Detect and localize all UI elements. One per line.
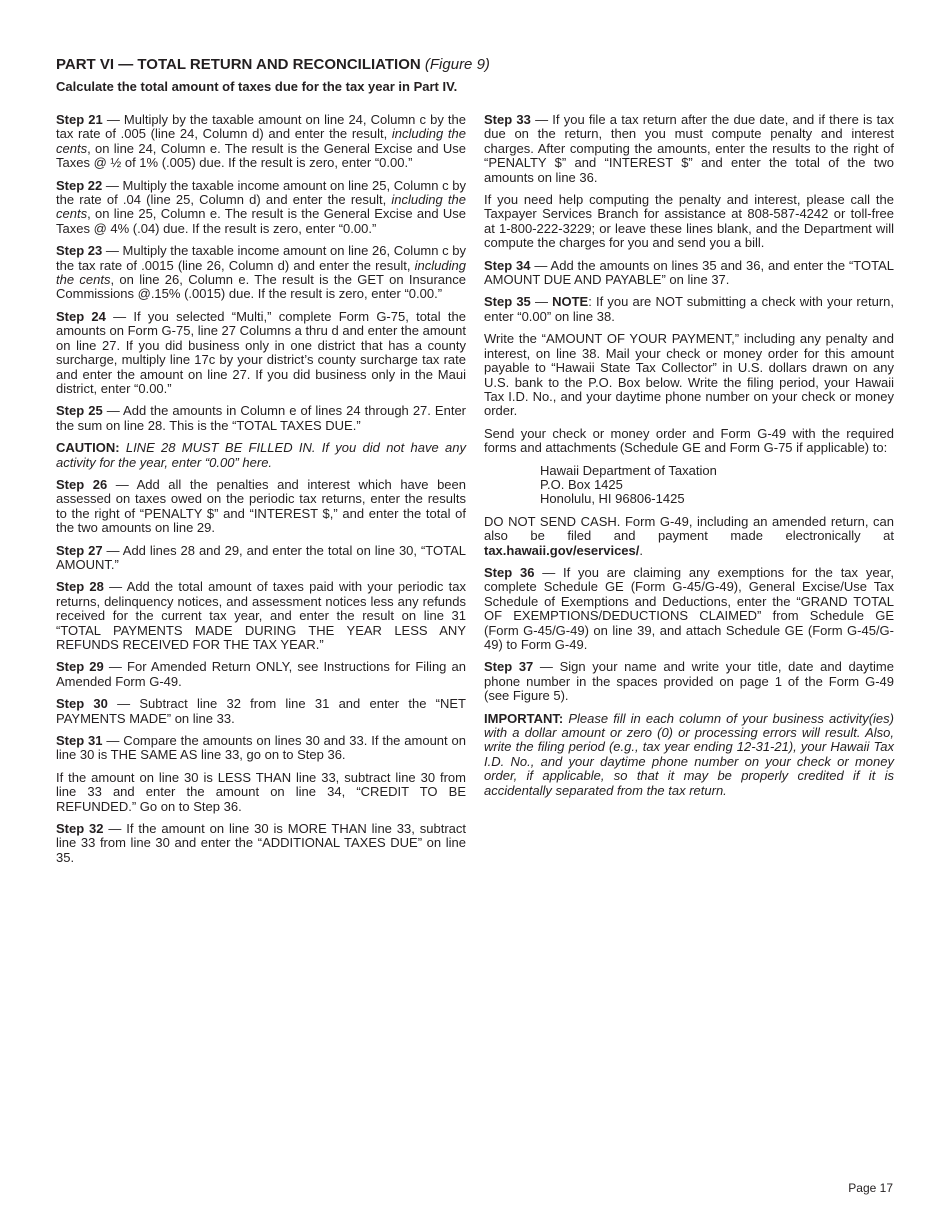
eservices-link[interactable]: tax.hawaii.gov/eservices/ [484, 542, 640, 558]
step-text: , on line 24, Column e. The result is the General Excise and Use Taxes @ ½ of 1% (.005) due. If the result is zero, enter “0.00.” [56, 140, 466, 171]
step-text: : If you are NOT submitting a check with your return, enter “0.00” on line 38. [484, 294, 894, 324]
address-line: Hawaii Department of Taxation [540, 462, 717, 478]
step-31 [56, 734, 466, 763]
step-text: — Multiply by the taxable amount on line 24, Column c by the tax rate of .005 (line 24, Column d) and enter the result, [56, 112, 466, 142]
address-line: P.O. Box 1425 [540, 476, 623, 492]
step-text: — Sign your name and write your title, date and daytime phone number in the spaces provided on page 1 of the Form G-49 (see Figure 5). [484, 659, 894, 704]
section-title-text: PART VI — TOTAL RETURN AND RECONCILIATION [56, 56, 421, 73]
section-subtitle: Calculate the total amount of taxes due for the tax year in Part IV. [56, 79, 458, 94]
step-text: — Subtract line 32 from line 31 and enter the “NET PAYMENTS MADE” on line 33. [56, 696, 466, 726]
step-34 [484, 259, 894, 288]
step-text: — Compare the amounts on lines 30 and 33. If the amount on line 30 is THE SAME AS line 33, go on to Step 36. [56, 733, 467, 763]
step-36 [484, 566, 894, 652]
step-text: , on line 26, Column e. The result is the GET on Insurance Commissions @.15% (.0015) due. If the result is zero, enter “0.00.” [56, 272, 466, 302]
step-32 [56, 822, 466, 865]
send-paragraph: Send your check or money order and Form G-49 with the required forms and attachments (Schedule GE and Form G-75 if applicable) to: [484, 425, 894, 456]
page-number: Page 17 [848, 1181, 893, 1195]
left-column [56, 113, 466, 873]
important-text: Please fill in each column of your business activity(ies) with a dollar amount or zero (0) or processing errors will result. Also, write the filing period (e.g., tax year ending 12-31-21), your Hawaii Tax I.D. No., and your daytime phone number on your check or money order, if applicable, so that it may be properly credited if it is accidentally separated from the tax return. [484, 710, 894, 798]
punctuation: . [639, 542, 643, 558]
step-28 [56, 580, 466, 652]
no-cash-paragraph [484, 515, 894, 558]
step-label: Step 33 [484, 112, 531, 127]
step-label: Step 34 [484, 257, 531, 273]
payment-paragraph: Write the “AMOUNT OF YOUR PAYMENT,” including any penalty and interest, on line 38. Mail your check or money order for this amount payable to “Hawaii State Tax Collector” in U.S. dollars drawn on any U.S. bank to the P.O. Box below. Write the filing period, your Hawaii Tax I.D. No., and your daytime phone number on your check or money order. [484, 331, 894, 419]
emphasis-text: including the cents [56, 257, 466, 288]
step-27 [56, 544, 466, 573]
step-text: — Multiply the taxable income amount on line 26, Column c by the tax rate of .0015 (line 26, Column d) and enter the result, [56, 243, 466, 273]
step-25 [56, 404, 466, 433]
step-text: — If you file a tax return after the due date, and if there is tax due on the return, then you must compute penalty and interest charges. After computing the amounts, enter the results to the right of “PENALTY $” and “INTEREST $” and enter the total of the two amounts on line 36. [484, 112, 894, 185]
caution-text: LINE 28 MUST BE FILLED IN. If you did not have any activity for the year, enter “0.00” here. [56, 440, 466, 470]
step-22 [56, 179, 466, 237]
step-text: — If you selected “Multi,” complete Form G-75, total the amounts on Form G-75, line 27 Columns a thru d and enter the amount on line 27. If you did business only in one district that has a county surcharge, multiply line 17c by your district’s county surcharge tax rate and enter the amount on line 27. If you did business only in the Maui district, enter “0.00.” [56, 308, 466, 396]
emphasis-text: including the cents [56, 126, 466, 156]
page-content [56, 56, 894, 873]
step-label: Step 28 [56, 579, 104, 595]
caution-label: CAUTION: [56, 440, 120, 456]
step-24 [56, 310, 466, 396]
step-label: Step 22 [56, 177, 103, 193]
step-37 [484, 660, 894, 703]
important-note [484, 712, 894, 798]
step-26 [56, 478, 466, 536]
important-label: IMPORTANT: [484, 710, 564, 726]
step-29 [56, 660, 466, 689]
step-33 [484, 113, 894, 185]
figure-reference: (Figure 9) [424, 56, 490, 73]
caution-note [56, 441, 466, 470]
step-text: — If you are claiming any exemptions for the tax year, complete Schedule GE (Form G-45/G-49), General Excise/Use Tax Schedule of Exemptions and Deductions, enter the “GRAND TOTAL OF EXEMPTIONS/DEDUCTIONS CLAIMED” from Schedule GE (Form G-45/G-49) on line 39, and attach Schedule GE (Form G-45/G-49) to Form G-49. [484, 564, 895, 652]
step-text: — If the amount on line 30 is MORE THAN line 33, subtract line 33 from line 30 and enter the “ADDITIONAL TAXES DUE” on line 35. [56, 821, 467, 865]
step-text: — For Amended Return ONLY, see Instructions for Filing an Amended Form G-49. [56, 659, 466, 689]
step-21 [56, 113, 466, 171]
step-30 [56, 697, 466, 726]
step-35 [484, 295, 894, 324]
step-text: — Add the amounts on lines 35 and 36, and enter the “TOTAL AMOUNT DUE AND PAYABLE” on line 37. [484, 257, 895, 288]
step-label: Step 21 [56, 112, 103, 127]
step-23 [56, 244, 466, 302]
step-text: — Multiply the taxable income amount on line 25, Column c by the rate of .04 (line 25, Column d) and enter the result, [56, 177, 466, 208]
step-text: — [530, 294, 553, 310]
step-text: — Add lines 28 and 29, and enter the total on line 30, “TOTAL AMOUNT.” [56, 542, 466, 572]
step-label: Step 26 [56, 476, 108, 492]
emphasis-text: including the cents [56, 192, 466, 222]
step-label: Step 24 [56, 308, 106, 324]
step-label: Step 30 [56, 696, 108, 712]
mailing-address [540, 464, 894, 507]
step-text: , on line 25, Column e. The result is the General Excise and Use Taxes @ 4% (.04) due. If the result is zero, enter “0.00.” [56, 206, 466, 236]
step-label: Step 32 [56, 821, 104, 837]
step-text: — Add the total amount of taxes paid with your periodic tax returns, delinquency notices, and assessment notices less any refunds received for the current tax year, and enter the result on line 31 “TOTAL PAYMENTS MADE DURING THE YEAR LESS ANY REFUNDS RECEIVED FOR THE TAX YEAR.” [56, 579, 466, 652]
right-column [484, 113, 894, 873]
no-cash-text: DO NOT SEND CASH. Form G-49, including an amended return, can also be filed and payment made electronically at [484, 513, 894, 544]
step-text: — Add all the penalties and interest which have been assessed on taxes owed on the periodic tax returns, enter the results to the right of “PENALTY $” and “INTEREST $,” and enter the total of the two amounts on line 29. [56, 476, 466, 536]
step-label: Step 35 [484, 294, 531, 310]
help-paragraph: If you need help computing the penalty and interest, please call the Taxpayer Services Branch for assistance at 808-587-4242 or toll-free at 1-800-222-3229; or leave these lines blank, and the Department will compute the charges for you and send you a bill. [484, 192, 894, 251]
step-label: Step 23 [56, 243, 103, 259]
step-label: Step 29 [56, 659, 104, 675]
step-text: — Add the amounts in Column e of lines 24 through 27. Enter the sum on line 28. This is the “TOTAL TAXES DUE.” [56, 403, 467, 433]
step-label: Step 27 [56, 542, 103, 558]
note-label: NOTE [552, 294, 589, 310]
step-label: Step 37 [484, 659, 534, 675]
address-line: Honolulu, HI 96806-1425 [540, 491, 685, 507]
step-label: Step 36 [484, 564, 535, 580]
step-label: Step 25 [56, 403, 103, 419]
step-label: Step 31 [56, 733, 103, 749]
section-title [56, 56, 894, 74]
less-than-paragraph: If the amount on line 30 is LESS THAN line 33, subtract line 30 from line 33 and enter the amount on line 34, “CREDIT TO BE REFUNDED.” Go on to Step 36. [56, 769, 466, 814]
